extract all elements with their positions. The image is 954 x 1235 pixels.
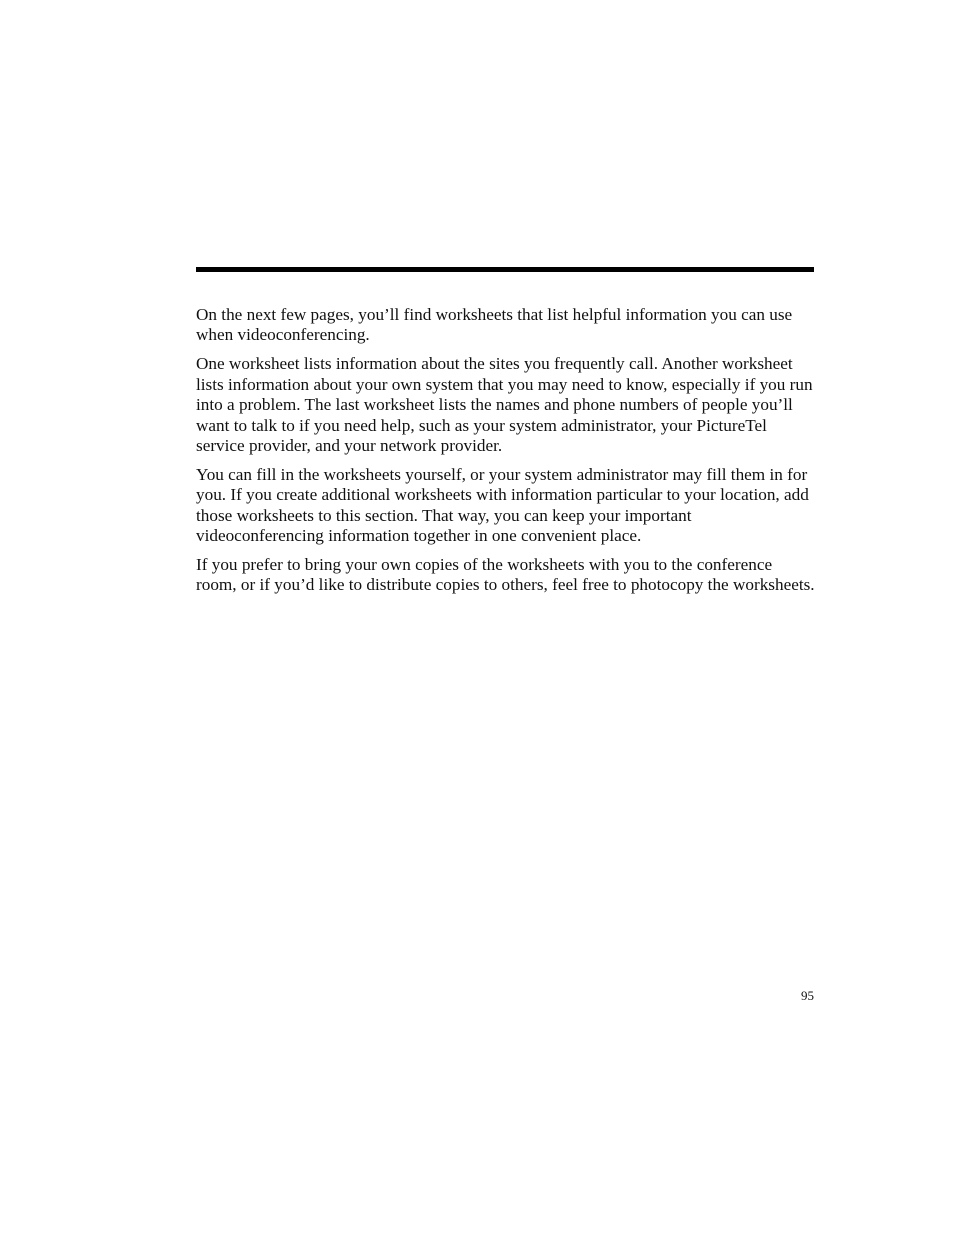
paragraph-intro: On the next few pages, you’ll find worksheets that list helpful information you can use when videoconferencing. (196, 305, 793, 345)
paragraph-fill-in: You can fill in the worksheets yourself, or your system administrator may fill them in for you. If you create additional worksheets with information particular to your location, add those worksheets to this section. That way, you can keep your important videoconferencing information together in one convenient place. (196, 464, 809, 546)
section-rule (196, 267, 814, 272)
page-number: 95 (801, 988, 814, 1003)
body-text (196, 305, 816, 604)
paragraph-photocopy: If you prefer to bring your own copies of the worksheets with you to the conference room, or if you’d like to distribute copies to others, feel free to photocopy the worksheets. (196, 554, 815, 595)
paragraph-worksheets: One worksheet lists information about the sites you frequently call. Another worksheet lists information about your own system that you may need to know, especially if you run into a problem. The last worksheet lists the names and phone numbers of people you’ll want to talk to if you need help, such as your system administrator, your PictureTel service provider, and your network provider. (196, 354, 813, 455)
